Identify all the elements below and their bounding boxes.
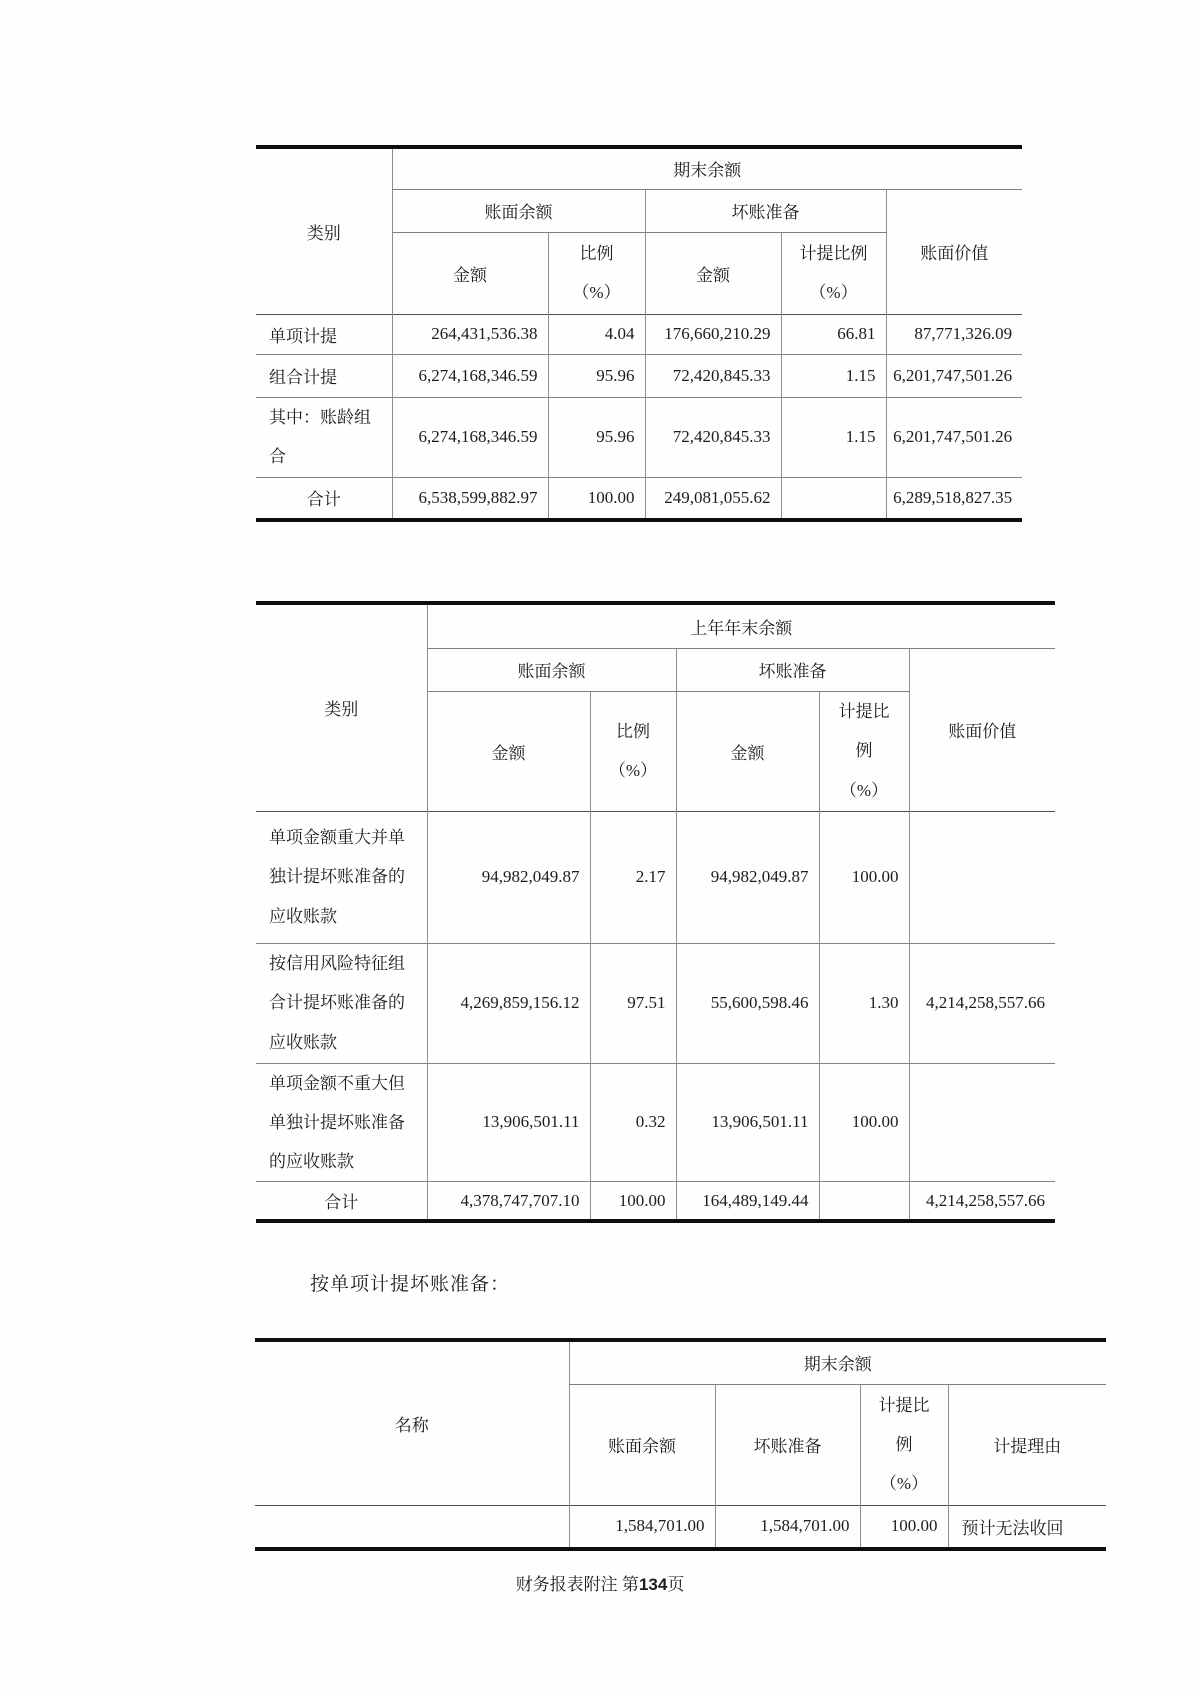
cell-bad-debt: 1,584,701.00 xyxy=(715,1505,860,1549)
cell-category xyxy=(256,943,427,1063)
cell-name xyxy=(255,1505,569,1549)
cell-category-text: 单项金额不重大但单独计提坏账准备的应收账款 xyxy=(269,1073,405,1171)
cell-book-value xyxy=(909,1063,1055,1181)
header-book-balance: 账面余额 xyxy=(569,1384,715,1505)
cell-ratio: 4.04 xyxy=(548,314,645,354)
cell-amount: 4,269,859,156.12 xyxy=(427,943,590,1063)
cell-book-balance: 1,584,701.00 xyxy=(569,1505,715,1549)
cell-book-value xyxy=(909,811,1055,943)
header-provision-ratio-line2: 例 xyxy=(895,1434,913,1454)
cell-provision-ratio: 100.00 xyxy=(819,811,909,943)
header-ratio xyxy=(548,232,645,314)
header-book-balance-group: 账面余额 xyxy=(427,648,676,691)
table-row xyxy=(256,397,1022,477)
header-category: 类别 xyxy=(306,223,341,243)
table-prior-year-balance xyxy=(256,601,1055,1223)
footer-text: 财务报表附注 第 xyxy=(515,1575,639,1594)
header-category: 类别 xyxy=(324,700,359,720)
cell-amount: 6,274,168,346.59 xyxy=(392,397,548,477)
header-amount: 金额 xyxy=(676,691,819,811)
cell-book-value: 87,771,326.09 xyxy=(886,314,1022,354)
header-provision-ratio xyxy=(819,691,909,811)
header-provision-ratio-line2: （%） xyxy=(809,283,858,302)
header-ratio-line2: （%） xyxy=(572,283,621,302)
cell-total-label: 合计 xyxy=(256,477,392,520)
table-row xyxy=(256,354,1022,397)
cell-amount: 6,274,168,346.59 xyxy=(392,354,548,397)
cell-provision-ratio: 1.15 xyxy=(781,397,886,477)
page-footer xyxy=(0,1570,1200,1595)
header-ratio-line2: （%） xyxy=(608,761,658,780)
cell-bad-debt-amount: 249,081,055.62 xyxy=(645,477,781,520)
cell-bad-debt-amount: 72,420,845.33 xyxy=(645,397,781,477)
header-ratio-line1: 比例 xyxy=(616,721,650,741)
table-individual-provision xyxy=(255,1338,1106,1551)
header-provision-ratio-line1: 计提比例 xyxy=(799,243,868,263)
header-period-end-balance: 期末余额 xyxy=(569,1340,1106,1384)
cell-ratio: 0.32 xyxy=(590,1063,676,1181)
header-amount: 金额 xyxy=(392,232,548,314)
header-name: 名称 xyxy=(394,1415,429,1435)
footer-text: 页 xyxy=(667,1575,685,1594)
cell-ratio: 95.96 xyxy=(548,354,645,397)
header-book-value: 账面价值 xyxy=(886,189,1022,314)
cell-amount: 94,982,049.87 xyxy=(427,811,590,943)
cell-book-value: 6,289,518,827.35 xyxy=(886,477,1022,520)
header-provision-ratio-line3: （%） xyxy=(879,1474,929,1494)
table-row xyxy=(256,314,1022,354)
header-provision-ratio xyxy=(781,232,886,314)
cell-category-text: 按信用风险特征组合计提坏账准备的应收账款 xyxy=(269,954,405,1052)
header-amount: 金额 xyxy=(645,232,781,314)
header-provision-ratio-line2: 例 xyxy=(855,741,873,761)
cell-category xyxy=(256,397,392,477)
header-provision-ratio xyxy=(860,1384,948,1505)
cell-book-value: 6,201,747,501.26 xyxy=(886,397,1022,477)
cell-provision-ratio: 100.00 xyxy=(819,1063,909,1181)
section-label: 按单项计提坏账准备： xyxy=(310,1274,511,1295)
cell-amount: 6,538,599,882.97 xyxy=(392,477,548,520)
header-prior-year-balance: 上年年末余额 xyxy=(427,603,1055,648)
cell-category-text: 其中：账龄组合 xyxy=(269,407,371,466)
header-book-balance-group: 账面余额 xyxy=(392,189,645,232)
cell-provision-ratio: 1.15 xyxy=(781,354,886,397)
header-bad-debt-group: 坏账准备 xyxy=(645,189,886,232)
cell-provision-ratio: 66.81 xyxy=(781,314,886,354)
cell-total-label: 合计 xyxy=(256,1181,427,1221)
cell-bad-debt-amount: 164,489,149.44 xyxy=(676,1181,819,1221)
cell-ratio: 2.17 xyxy=(590,811,676,943)
cell-book-value: 4,214,258,557.66 xyxy=(909,1181,1055,1221)
cell-category: 组合计提 xyxy=(256,354,392,397)
header-amount: 金额 xyxy=(427,691,590,811)
cell-bad-debt-amount: 176,660,210.29 xyxy=(645,314,781,354)
header-ratio xyxy=(590,691,676,811)
header-book-value: 账面价值 xyxy=(909,648,1055,811)
cell-bad-debt-amount: 72,420,845.33 xyxy=(645,354,781,397)
cell-provision-ratio xyxy=(781,477,886,520)
header-bad-debt: 坏账准备 xyxy=(715,1384,860,1505)
cell-provision-ratio: 100.00 xyxy=(860,1505,948,1549)
cell-amount: 4,378,747,707.10 xyxy=(427,1181,590,1221)
cell-bad-debt-amount: 13,906,501.11 xyxy=(676,1063,819,1181)
cell-reason: 预计无法收回 xyxy=(948,1505,1106,1549)
cell-ratio: 95.96 xyxy=(548,397,645,477)
header-provision-ratio-line1: 计提比 xyxy=(838,702,890,722)
cell-category-text: 单项金额重大并单独计提坏账准备的应收账款 xyxy=(269,828,405,926)
cell-category: 单项计提 xyxy=(256,314,392,354)
cell-bad-debt-amount: 55,600,598.46 xyxy=(676,943,819,1063)
header-bad-debt-group: 坏账准备 xyxy=(676,648,909,691)
header-reason: 计提理由 xyxy=(948,1384,1106,1505)
footer-page-number: 134 xyxy=(638,1575,668,1594)
cell-ratio: 100.00 xyxy=(548,477,645,520)
cell-provision-ratio: 1.30 xyxy=(819,943,909,1063)
cell-category xyxy=(256,1063,427,1181)
cell-ratio: 100.00 xyxy=(590,1181,676,1221)
header-period-end-balance: 期末余额 xyxy=(392,147,1022,189)
cell-amount: 13,906,501.11 xyxy=(427,1063,590,1181)
total-row xyxy=(256,477,1022,520)
total-row xyxy=(256,1181,1055,1221)
header-ratio-line1: 比例 xyxy=(579,243,614,263)
cell-book-value: 4,214,258,557.66 xyxy=(909,943,1055,1063)
table-period-end-balance xyxy=(256,145,1022,522)
header-provision-ratio-line3: （%） xyxy=(839,780,889,800)
table-row xyxy=(256,1063,1055,1181)
table-row xyxy=(256,811,1055,943)
header-provision-ratio-line1: 计提比 xyxy=(878,1395,930,1415)
cell-amount: 264,431,536.38 xyxy=(392,314,548,354)
table-row xyxy=(255,1505,1106,1549)
cell-provision-ratio xyxy=(819,1181,909,1221)
cell-ratio: 97.51 xyxy=(590,943,676,1063)
cell-book-value: 6,201,747,501.26 xyxy=(886,354,1022,397)
cell-category xyxy=(256,811,427,943)
cell-bad-debt-amount: 94,982,049.87 xyxy=(676,811,819,943)
table-row xyxy=(256,943,1055,1063)
